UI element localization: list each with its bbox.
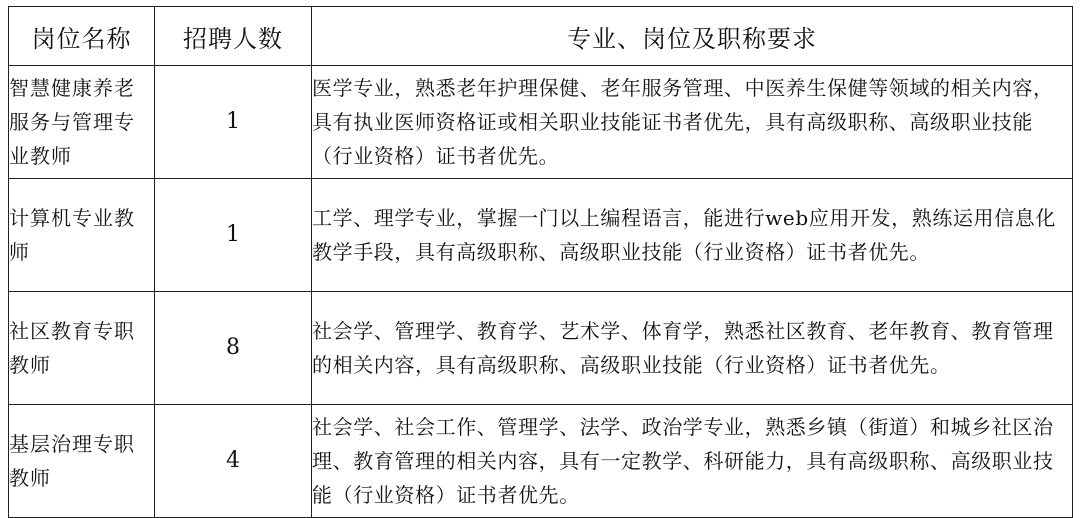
table-row [9, 179, 1073, 292]
count-cell: 1 [155, 66, 312, 179]
position-cell: 社区教育专职教师 [9, 292, 155, 405]
header-requirements: 专业、岗位及职称要求 [312, 7, 1073, 66]
table-row [9, 292, 1073, 405]
position-cell: 智慧健康养老服务与管理专业教师 [9, 66, 155, 179]
header-count: 招聘人数 [155, 7, 312, 66]
header-position: 岗位名称 [9, 7, 155, 66]
table-row [9, 66, 1073, 179]
position-cell: 计算机专业教师 [9, 179, 155, 292]
position-cell: 基层治理专职教师 [9, 405, 155, 518]
requirements-cell: 社会学、管理学、教育学、艺术学、体育学，熟悉社区教育、老年教育、教育管理的相关内容，具有高级职称、高级职业技能（行业资格）证书者优先。 [312, 292, 1073, 405]
header-row [9, 7, 1073, 66]
count-cell: 4 [155, 405, 312, 518]
table-header [9, 7, 1073, 66]
recruitment-table [8, 6, 1073, 518]
count-cell: 8 [155, 292, 312, 405]
table-body [9, 66, 1073, 518]
requirements-cell: 社会学、社会工作、管理学、法学、政治学专业，熟悉乡镇（街道）和城乡社区治理、教育管理的相关内容，具有一定教学、科研能力，具有高级职称、高级职业技能（行业资格）证书者优先。 [312, 405, 1073, 518]
requirements-cell: 工学、理学专业，掌握一门以上编程语言，能进行web应用开发，熟练运用信息化教学手段，具有高级职称、高级职业技能（行业资格）证书者优先。 [312, 179, 1073, 292]
table-row [9, 405, 1073, 518]
count-cell: 1 [155, 179, 312, 292]
requirements-cell: 医学专业，熟悉老年护理保健、老年服务管理、中医养生保健等领域的相关内容，具有执业医师资格证或相关职业技能证书者优先，具有高级职称、高级职业技能（行业资格）证书者优先。 [312, 66, 1073, 179]
